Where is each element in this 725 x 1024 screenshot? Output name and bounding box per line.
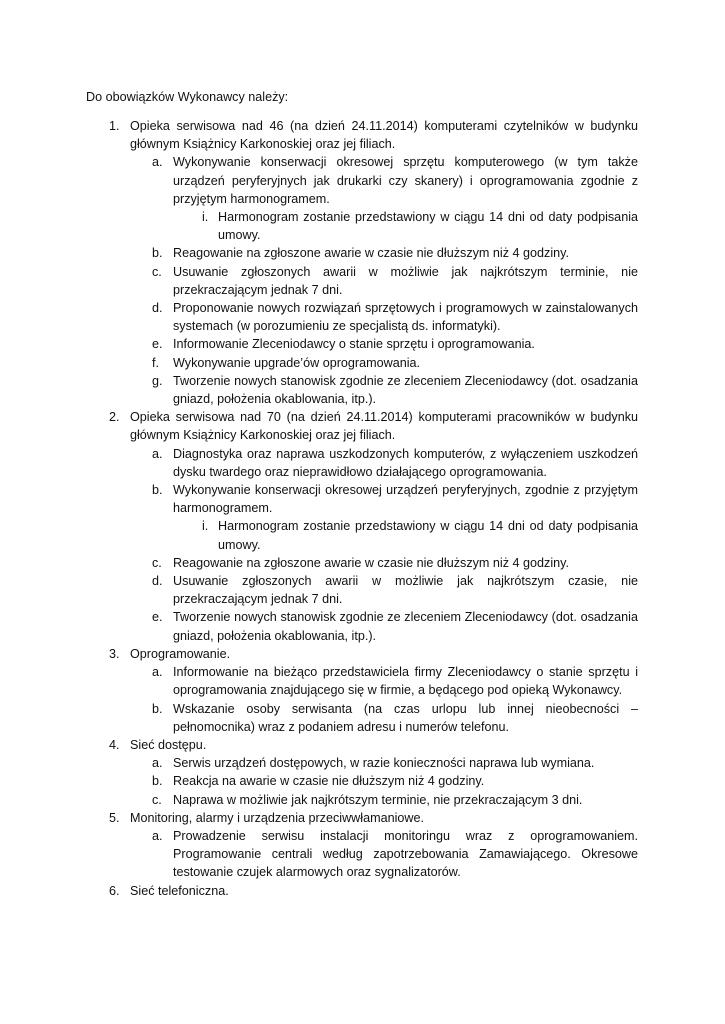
item-number: 1. bbox=[109, 119, 120, 133]
sub-item bbox=[0, 572, 725, 608]
item-text: Sieć telefoniczna. bbox=[130, 883, 229, 898]
sub-item-letter: g. bbox=[152, 373, 163, 388]
sub-item bbox=[0, 481, 725, 517]
sub-item-text: Usuwanie zgłoszonych awarii w możliwie jak najkrótszym terminie, nie przekraczającym jednak 7 dni. bbox=[173, 264, 638, 297]
sub-item bbox=[0, 700, 725, 736]
sub-item bbox=[0, 153, 725, 208]
list-item bbox=[0, 736, 725, 754]
sub-item-letter: b. bbox=[152, 774, 163, 789]
sub-item-text: Usuwanie zgłoszonych awarii w możliwie jak najkrótszym czasie, nie przekraczającym jednak 7 dni. bbox=[173, 574, 638, 607]
item-number: 6. bbox=[109, 883, 120, 898]
sub-item bbox=[0, 372, 725, 408]
sub-item-letter: a. bbox=[152, 756, 163, 771]
sub-sub-item bbox=[0, 208, 725, 244]
sub-item bbox=[0, 335, 725, 353]
item-text: Opieka serwisowa nad 46 (na dzień 24.11.2014) komputerami czytelników w budynku głównym Książnicy Karkonoskiej oraz jej filiach. bbox=[130, 119, 638, 152]
sub-item-text: Reagowanie na zgłoszone awarie w czasie nie dłuższym niż 4 godziny. bbox=[173, 246, 569, 261]
sub-sub-item bbox=[0, 517, 725, 553]
sub-item-letter: d. bbox=[152, 574, 163, 589]
item-number: 5. bbox=[109, 810, 120, 825]
sub-item-letter: d. bbox=[152, 301, 163, 316]
sub-item-letter: a. bbox=[152, 828, 163, 843]
list-item bbox=[0, 809, 725, 827]
list-item bbox=[0, 645, 725, 663]
list-item bbox=[0, 882, 725, 900]
sub-sub-item-numeral: i. bbox=[202, 210, 209, 225]
sub-item bbox=[0, 791, 725, 809]
sub-item bbox=[0, 445, 725, 481]
sub-item-text: Wykonywanie konserwacji okresowej urządzeń peryferyjnych, zgodnie z przyjętym harmonogramem. bbox=[173, 483, 638, 516]
list-item bbox=[0, 117, 725, 153]
sub-item-letter: b. bbox=[152, 701, 163, 716]
sub-item-text: Tworzenie nowych stanowisk zgodnie ze zleceniem Zleceniodawcy (dot. osadzania gniazd, położenia okablowania, itp.). bbox=[173, 373, 638, 407]
sub-item bbox=[0, 299, 725, 335]
sub-item-text: Proponowanie nowych rozwiązań sprzętowych i programowych w zainstalowanych systemach (w porozumieniu ze specjalistą ds. informatyki). bbox=[173, 301, 638, 334]
sub-sub-item-numeral: i. bbox=[202, 519, 209, 534]
sub-item-text: Naprawa w możliwie jak najkrótszym terminie, nie przekraczającym 3 dni. bbox=[173, 792, 583, 807]
sub-sub-item-text: Harmonogram zostanie przedstawiony w ciągu 14 dni od daty podpisania umowy. bbox=[218, 519, 638, 552]
sub-sub-item-text: Harmonogram zostanie przedstawiony w ciągu 14 dni od daty podpisania umowy. bbox=[218, 210, 638, 243]
sub-item bbox=[0, 263, 725, 299]
sub-item bbox=[0, 754, 725, 772]
sub-item-letter: c. bbox=[152, 264, 162, 279]
sub-item-text: Serwis urządzeń dostępowych, w razie konieczności naprawa lub wymiana. bbox=[173, 756, 595, 771]
sub-item-text: Wskazanie osoby serwisanta (na czas urlopu lub innej nieobecności – pełnomocnika) wraz z podaniem adresu i numerów telefonu. bbox=[173, 701, 638, 734]
sub-item bbox=[0, 554, 725, 572]
sub-item bbox=[0, 827, 725, 882]
sub-item-letter: c. bbox=[152, 555, 162, 570]
sub-item bbox=[0, 663, 725, 699]
sub-item-text: Reakcja na awarie w czasie nie dłuższym niż 4 godziny. bbox=[173, 774, 485, 789]
sub-item-text: Informowanie na bieżąco przedstawiciela firmy Zleceniodawcy o stanie sprzętu i oprogramowania znajdującego się w firmie, a będącego pod opieką Wykonawcy. bbox=[173, 665, 638, 698]
item-number: 4. bbox=[109, 737, 120, 752]
sub-item-text: Diagnostyka oraz naprawa uszkodzonych komputerów, z wyłączeniem uszkodzeń dysku twardego oraz nieprawidłowo działającego oprogramowania. bbox=[173, 446, 638, 479]
intro-text: Do obowiązków Wykonawcy należy: bbox=[86, 90, 289, 104]
sub-item-letter: a. bbox=[152, 446, 163, 461]
sub-item-letter: a. bbox=[152, 665, 163, 680]
item-text: Oprogramowanie. bbox=[130, 646, 231, 661]
sub-item-letter: b. bbox=[152, 483, 163, 498]
sub-item bbox=[0, 608, 725, 644]
item-number: 2. bbox=[109, 410, 120, 425]
list-item bbox=[0, 408, 725, 444]
item-number: 3. bbox=[109, 646, 120, 661]
sub-item-text: Informowanie Zleceniodawcy o stanie sprzętu i oprogramowania. bbox=[173, 337, 535, 352]
sub-item-text: Prowadzenie serwisu instalacji monitoringu wraz z oprogramowaniem. Programowanie centrali według zapotrzebowania Zamawiającego. Okresowe testowanie czujek alarmowych oraz sygnalizatorów. bbox=[173, 828, 638, 880]
sub-item-letter: b. bbox=[152, 246, 163, 261]
sub-item-text: Tworzenie nowych stanowisk zgodnie ze zleceniem Zleceniodawcy (dot. osadzania gniazd, położenia okablowania, itp.). bbox=[173, 610, 638, 643]
sub-item-letter: e. bbox=[152, 337, 163, 352]
sub-item bbox=[0, 772, 725, 790]
item-text: Sieć dostępu. bbox=[130, 737, 207, 752]
obligations-list bbox=[0, 117, 725, 900]
sub-item-text: Wykonywanie upgrade’ów oprogramowania. bbox=[173, 355, 420, 370]
sub-item-letter: e. bbox=[152, 610, 163, 625]
item-text: Opieka serwisowa nad 70 (na dzień 24.11.2014) komputerami pracowników w budynku głównym Książnicy Karkonoskiej oraz jej filiach. bbox=[130, 410, 638, 443]
sub-item-letter: c. bbox=[152, 792, 162, 807]
sub-item bbox=[0, 244, 725, 262]
sub-item-text: Reagowanie na zgłoszone awarie w czasie nie dłuższym niż 4 godziny. bbox=[173, 555, 569, 570]
sub-item bbox=[0, 354, 725, 372]
item-text: Monitoring, alarmy i urządzenia przeciwwłamaniowe. bbox=[130, 810, 424, 825]
sub-item-letter: f. bbox=[152, 355, 159, 370]
sub-item-text: Wykonywanie konserwacji okresowej sprzętu komputerowego (w tym także urządzeń peryferyjnych jak drukarki czy skanery) i oprogramowania zgodnie z przyjętym harmonogramem. bbox=[173, 155, 638, 206]
sub-item-letter: a. bbox=[152, 155, 163, 170]
